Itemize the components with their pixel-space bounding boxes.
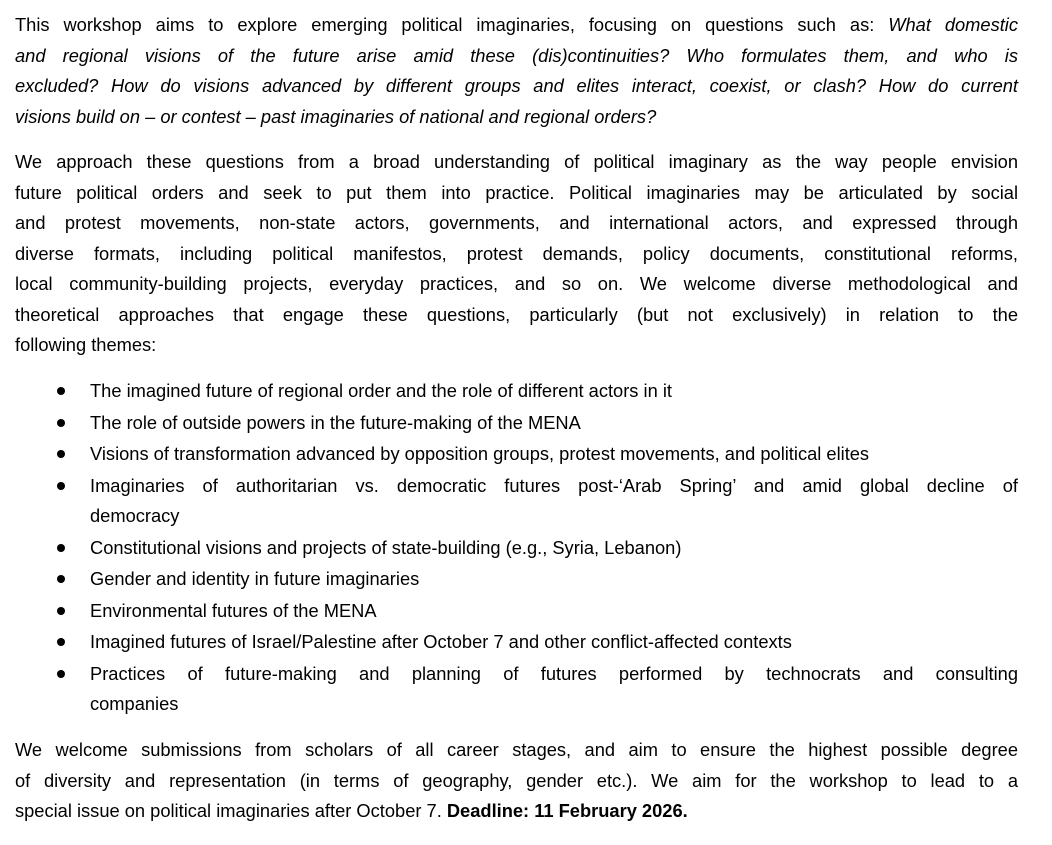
intro-paragraph [15,10,1018,132]
list-item-text: Practices of future-making and planning of futures performed by technocrats and consulting [90,662,1018,684]
italic-question: visions build on – or contest – past imaginaries of national and regional orders? [15,105,657,127]
bullet-icon [57,575,65,583]
bullet-icon [57,482,65,490]
bullet-icon [57,387,65,395]
text-line: theoretical approaches that engage these questions, particularly (but not exclusively) in relation to the [15,303,1018,325]
list-item [0,439,1018,470]
text-line: We welcome submissions from scholars of all career stages, and aim to ensure the highest possible degree [15,739,1018,760]
text-line [15,796,1018,827]
bullet-icon [57,419,65,427]
text-line: and protest movements, non-state actors, governments, and international actors, and expressed through [15,212,1018,233]
list-item-text: Visions of transformation advanced by opposition groups, protest movements, and political elites [90,443,870,464]
list-item [0,659,1018,720]
list-item [0,376,1018,407]
list-item [0,533,1018,564]
italic-question: and regional visions of the future arise amid these (dis)continuities? Who formulates them, and who is [15,44,1018,66]
text-line [15,10,1018,41]
themes-list [0,376,1018,720]
list-item [0,471,1018,532]
list-item-text: The imagined future of regional order and the role of different actors in it [90,380,672,401]
text-line: of diversity and representation (in terms of geography, gender etc.). We aim for the workshop to lead to a [15,769,1018,791]
bullet-icon [57,607,65,615]
bullet-icon [57,450,65,458]
italic-question: What domestic [888,14,1018,35]
bullet-icon [57,638,65,646]
approach-paragraph [15,147,1018,361]
list-item-text: Imagined futures of Israel/Palestine after October 7 and other conflict-affected contexts [90,631,792,652]
list-item-text: democracy [90,505,180,526]
text-line: following themes: [15,334,157,355]
list-item-text: Environmental futures of the MENA [90,599,377,621]
bullet-icon [57,544,65,552]
italic-question: excluded? How do visions advanced by different groups and elites interact, coexist, or clash? How do current [15,75,1018,96]
list-item [0,564,1018,595]
text-line: diverse formats, including political manifestos, protest demands, policy documents, constitutional reforms, [15,242,1018,264]
list-item [0,596,1018,627]
text-line: We approach these questions from a broad understanding of political imaginary as the way people envision [15,151,1018,172]
list-item-text: Constitutional visions and projects of state-building (e.g., Syria, Lebanon) [90,536,682,558]
text-line: local community-building projects, everyday practices, and so on. We welcome diverse methodological and [15,273,1018,294]
list-item [0,408,1018,439]
deadline-text: Deadline: 11 February 2026. [446,800,688,821]
closing-paragraph [15,735,1018,827]
list-item-text: The role of outside powers in the future-making of the MENA [90,411,581,433]
text-span: special issue on political imaginaries after October 7. [15,800,447,821]
text-line: future political orders and seek to put them into practice. Political imaginaries may be articulated by social [15,181,1018,203]
list-item-text: Imaginaries of authoritarian vs. democratic futures post-‘Arab Spring’ and amid global decline of [90,474,1018,496]
bullet-icon [57,670,65,678]
text-span: This workshop aims to explore emerging political imaginaries, focusing on questions such as: [15,14,889,35]
list-item-text: companies [90,693,179,714]
list-item [0,627,1018,658]
list-item-text: Gender and identity in future imaginaries [90,568,420,589]
